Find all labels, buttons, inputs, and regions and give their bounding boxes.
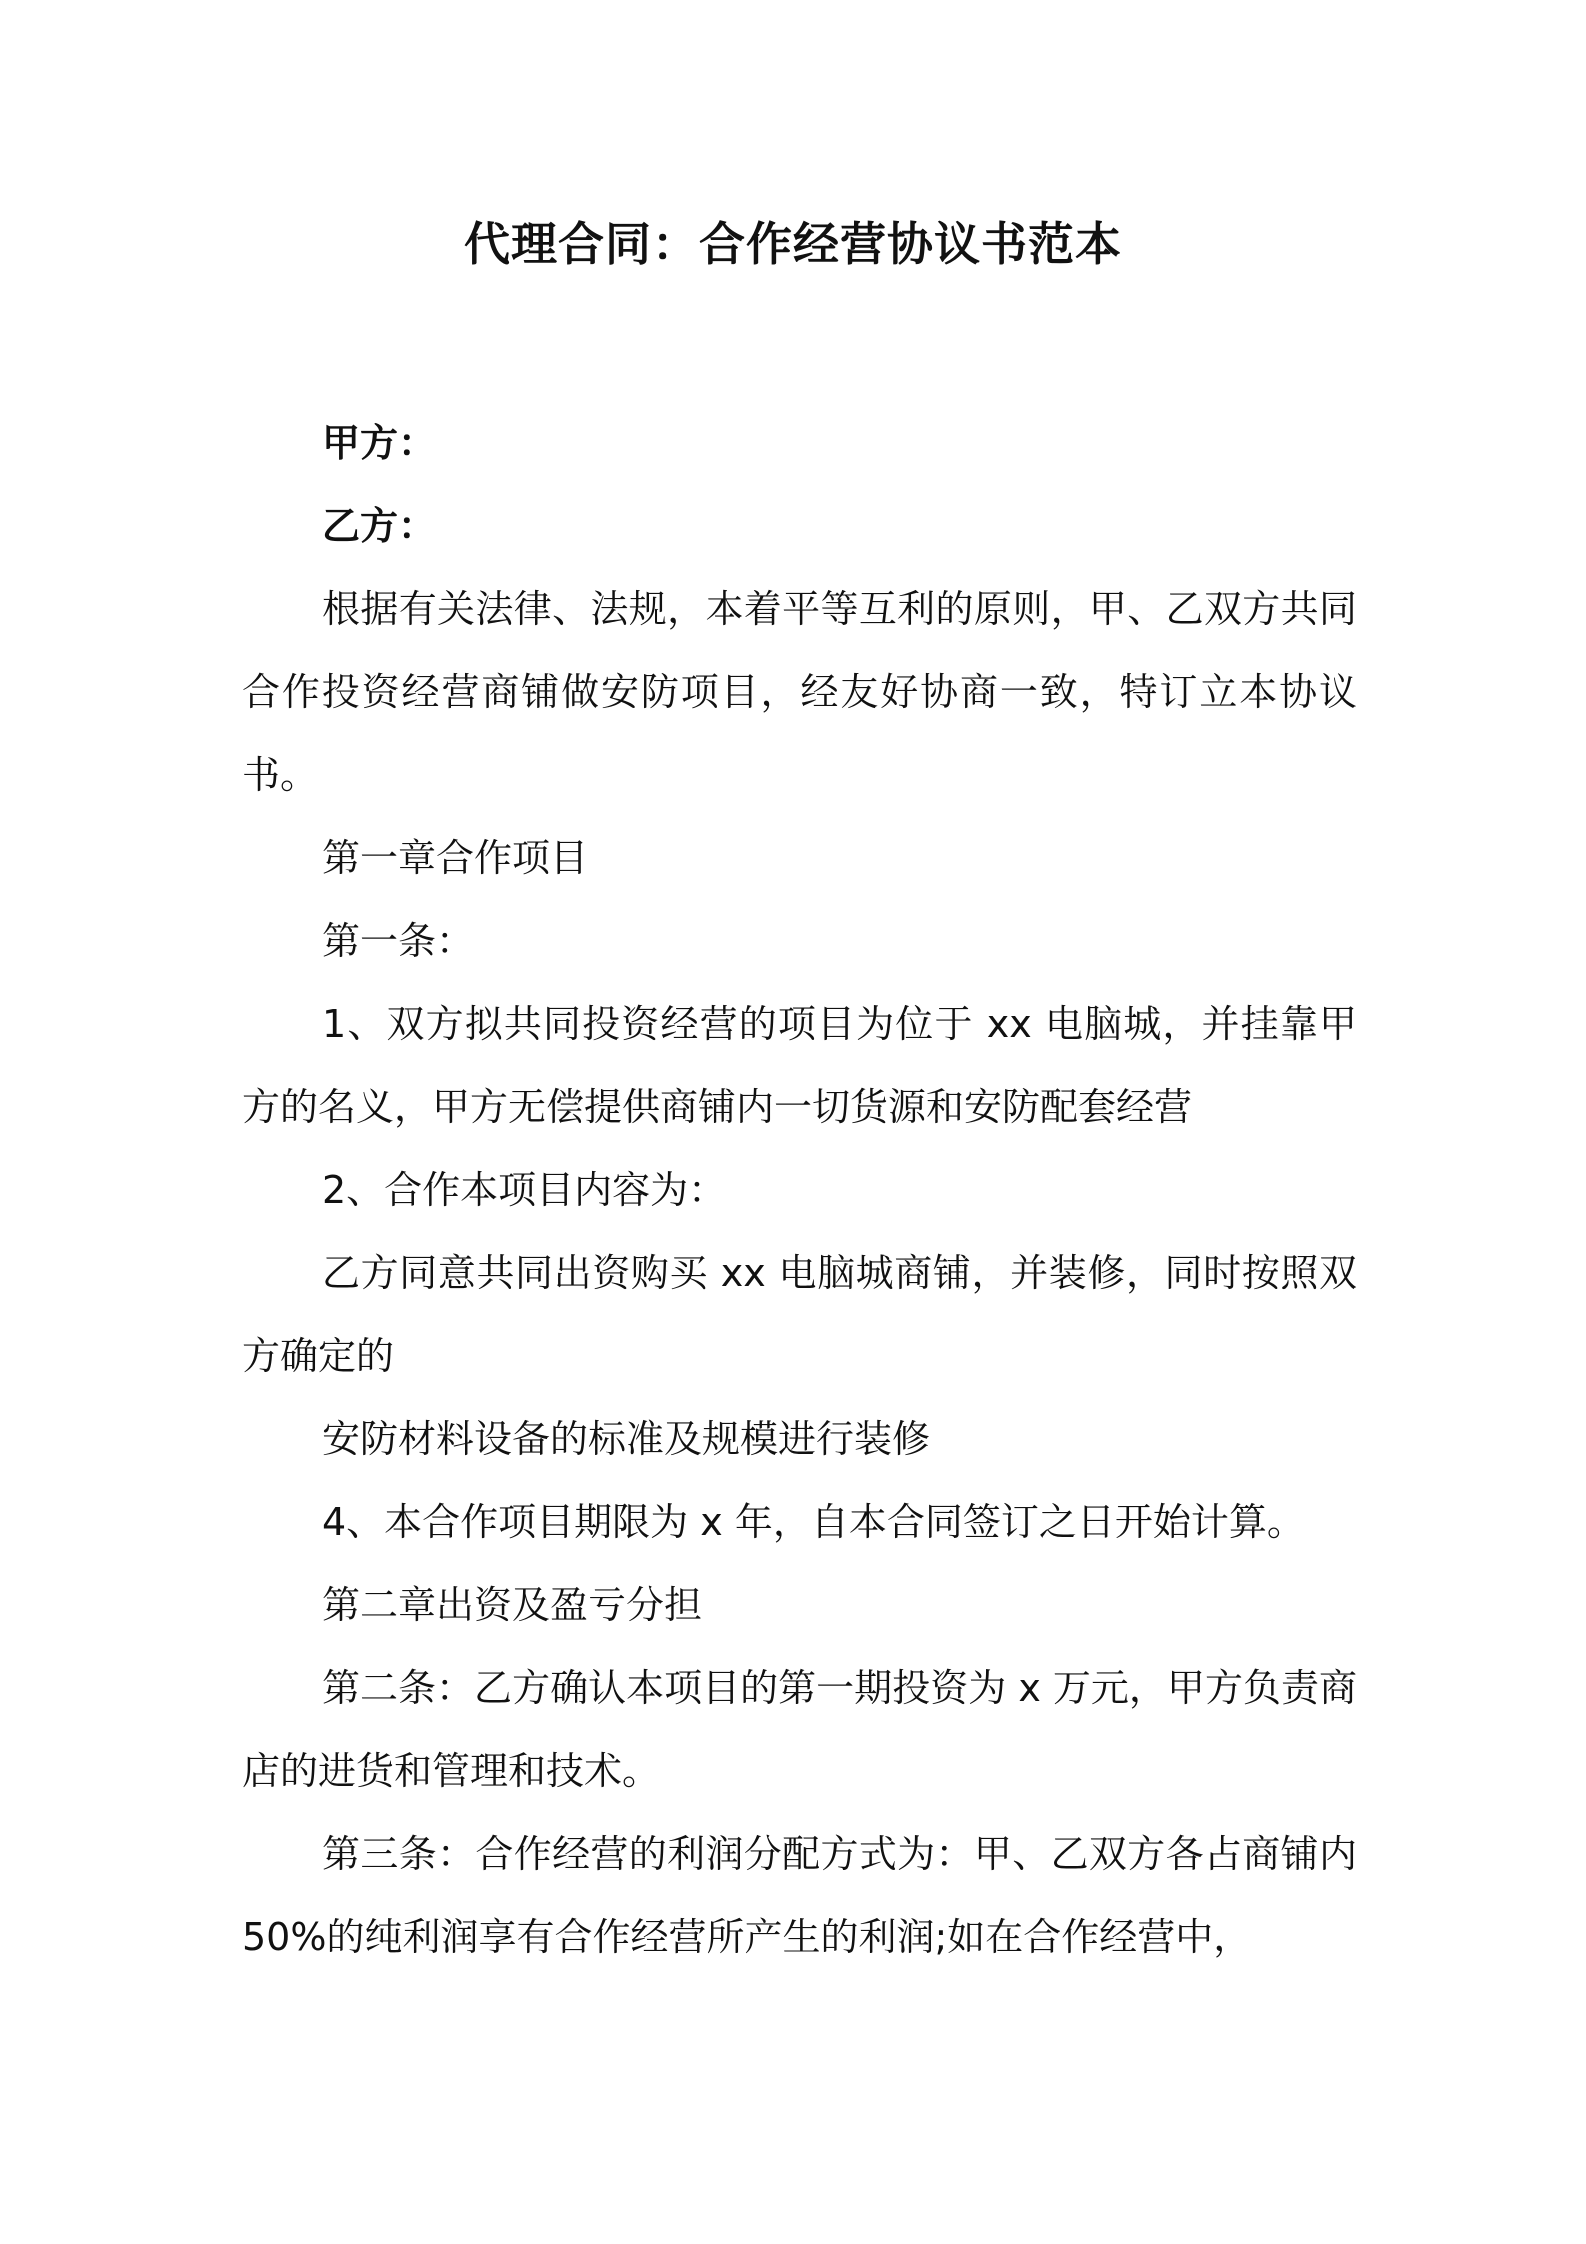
article-1-item-4: 4、本合作项目期限为 x 年，自本合同签订之日开始计算。 [322,1500,1305,1544]
article-3-paragraph: 第三条：合作经营的利润分配方式为：甲、乙双方各占商铺内 50%的纯利润享有合作经营所产生的利润;如在合作经营中， [242,1832,1357,1959]
article-1-heading: 第一条： [322,919,475,963]
chapter-1-heading: 第一章合作项目 [322,836,589,880]
article-1-item-1: 1、双方拟共同投资经营的项目为位于 xx 电脑城，并挂靠甲方的名义，甲方无偿提供商铺内一切货源和安防配套经营 [242,1002,1357,1129]
party-b-line: 乙方： [322,504,437,548]
article-1-item-2-detail: 乙方同意共同出资购买 xx 电脑城商铺，并装修，同时按照双方确定的 [242,1251,1357,1378]
document-body [242,402,1357,1979]
party-a-line: 甲方： [322,421,437,465]
chapter-2-heading: 第二章出资及盈亏分担 [322,1583,703,1627]
preamble-paragraph: 根据有关法律、法规，本着平等互利的原则，甲、乙双方共同合作投资经营商铺做安防项目，经友好协商一致，特订立本协议书。 [242,587,1357,797]
article-2-paragraph: 第二条：乙方确认本项目的第一期投资为 x 万元，甲方负责商店的进货和管理和技术。 [242,1666,1357,1793]
document-title: 代理合同：合作经营协议书范本 [464,217,1122,271]
article-1-item-2: 2、合作本项目内容为： [322,1168,727,1212]
article-1-item-2-standard: 安防材料设备的标准及规模进行装修 [322,1417,931,1461]
